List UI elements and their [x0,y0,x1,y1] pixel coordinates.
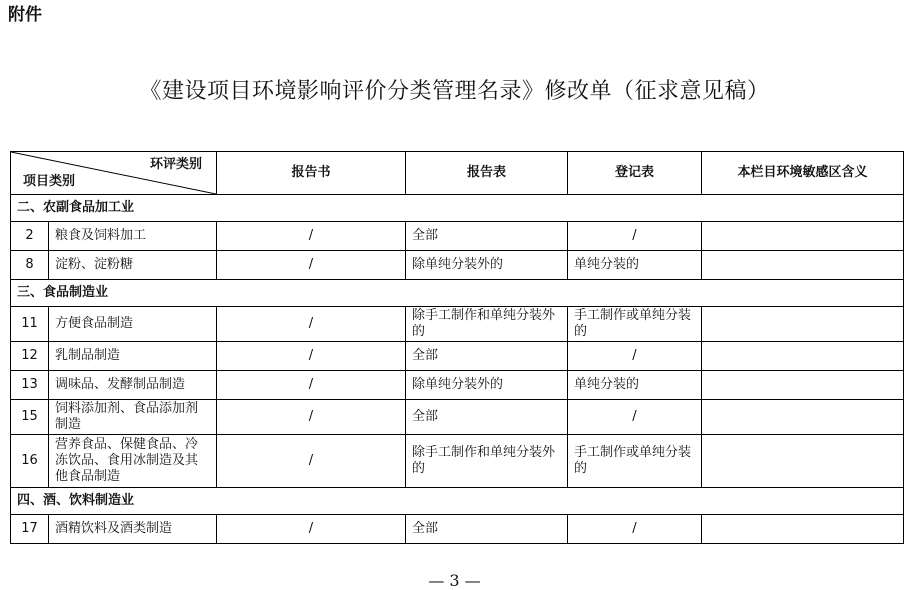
row-number: 16 [11,435,49,488]
table-row [11,371,904,400]
row-registration: / [568,222,702,251]
row-report-table: 除手工制作和单纯分装外的 [406,435,568,488]
row-report-table: 除单纯分装外的 [406,251,568,280]
row-sensitive-area [702,400,904,435]
row-name: 粮食及饲料加工 [49,222,217,251]
row-report-table: 除单纯分装外的 [406,371,568,400]
attachment-label: 附件 [8,5,42,25]
corner-item-label: 项目类别 [23,174,76,189]
row-registration: / [568,400,702,435]
header-corner-cell [11,152,217,195]
row-number: 2 [11,222,49,251]
row-name: 乳制品制造 [49,342,217,371]
table-row [11,222,904,251]
section-row [11,195,904,222]
row-registration: 单纯分装的 [568,251,702,280]
row-sensitive-area [702,342,904,371]
row-report-book: / [217,342,406,371]
row-name: 方便食品制造 [49,307,217,342]
row-registration: 单纯分装的 [568,371,702,400]
table-row [11,515,904,544]
row-number: 11 [11,307,49,342]
classification-table [10,151,904,544]
table-row [11,400,904,435]
row-name: 饲料添加剂、食品添加剂制造 [49,400,217,435]
row-sensitive-area [702,307,904,342]
row-report-book: / [217,435,406,488]
col-header-report-book: 报告书 [217,152,406,195]
col-header-report-table: 报告表 [406,152,568,195]
row-name: 酒精饮料及酒类制造 [49,515,217,544]
row-name: 淀粉、淀粉糖 [49,251,217,280]
row-report-book: / [217,400,406,435]
row-report-book: / [217,371,406,400]
row-report-book: / [217,307,406,342]
row-registration: / [568,515,702,544]
col-header-sensitive-area: 本栏目环境敏感区含义 [702,152,904,195]
row-number: 13 [11,371,49,400]
table-row [11,307,904,342]
row-sensitive-area [702,251,904,280]
page-number: — 3 — [428,571,481,590]
document-title: 《建设项目环境影响评价分类管理名录》修改单（征求意见稿） [139,79,770,104]
table-row [11,251,904,280]
corner-category-label: 环评类别 [149,157,202,172]
col-header-registration: 登记表 [568,152,702,195]
row-registration: / [568,342,702,371]
section-title: 三、食品制造业 [11,280,904,307]
table-row [11,435,904,488]
row-sensitive-area [702,515,904,544]
section-title: 二、农副食品加工业 [11,195,904,222]
row-number: 8 [11,251,49,280]
row-number: 17 [11,515,49,544]
row-report-table: 全部 [406,222,568,251]
table-header-row [11,152,904,195]
row-sensitive-area [702,371,904,400]
row-report-book: / [217,222,406,251]
row-sensitive-area [702,222,904,251]
row-report-table: 全部 [406,342,568,371]
section-row [11,488,904,515]
row-registration: 手工制作或单纯分装的 [568,435,702,488]
row-report-book: / [217,515,406,544]
row-registration: 手工制作或单纯分装的 [568,307,702,342]
row-sensitive-area [702,435,904,488]
row-number: 12 [11,342,49,371]
row-name: 营养食品、保健食品、冷冻饮品、食用冰制造及其他食品制造 [49,435,217,488]
section-title: 四、酒、饮料制造业 [11,488,904,515]
row-name: 调味品、发酵制品制造 [49,371,217,400]
table-row [11,342,904,371]
row-report-table: 全部 [406,400,568,435]
row-report-book: / [217,251,406,280]
row-number: 15 [11,400,49,435]
section-row [11,280,904,307]
row-report-table: 全部 [406,515,568,544]
row-report-table: 除手工制作和单纯分装外的 [406,307,568,342]
